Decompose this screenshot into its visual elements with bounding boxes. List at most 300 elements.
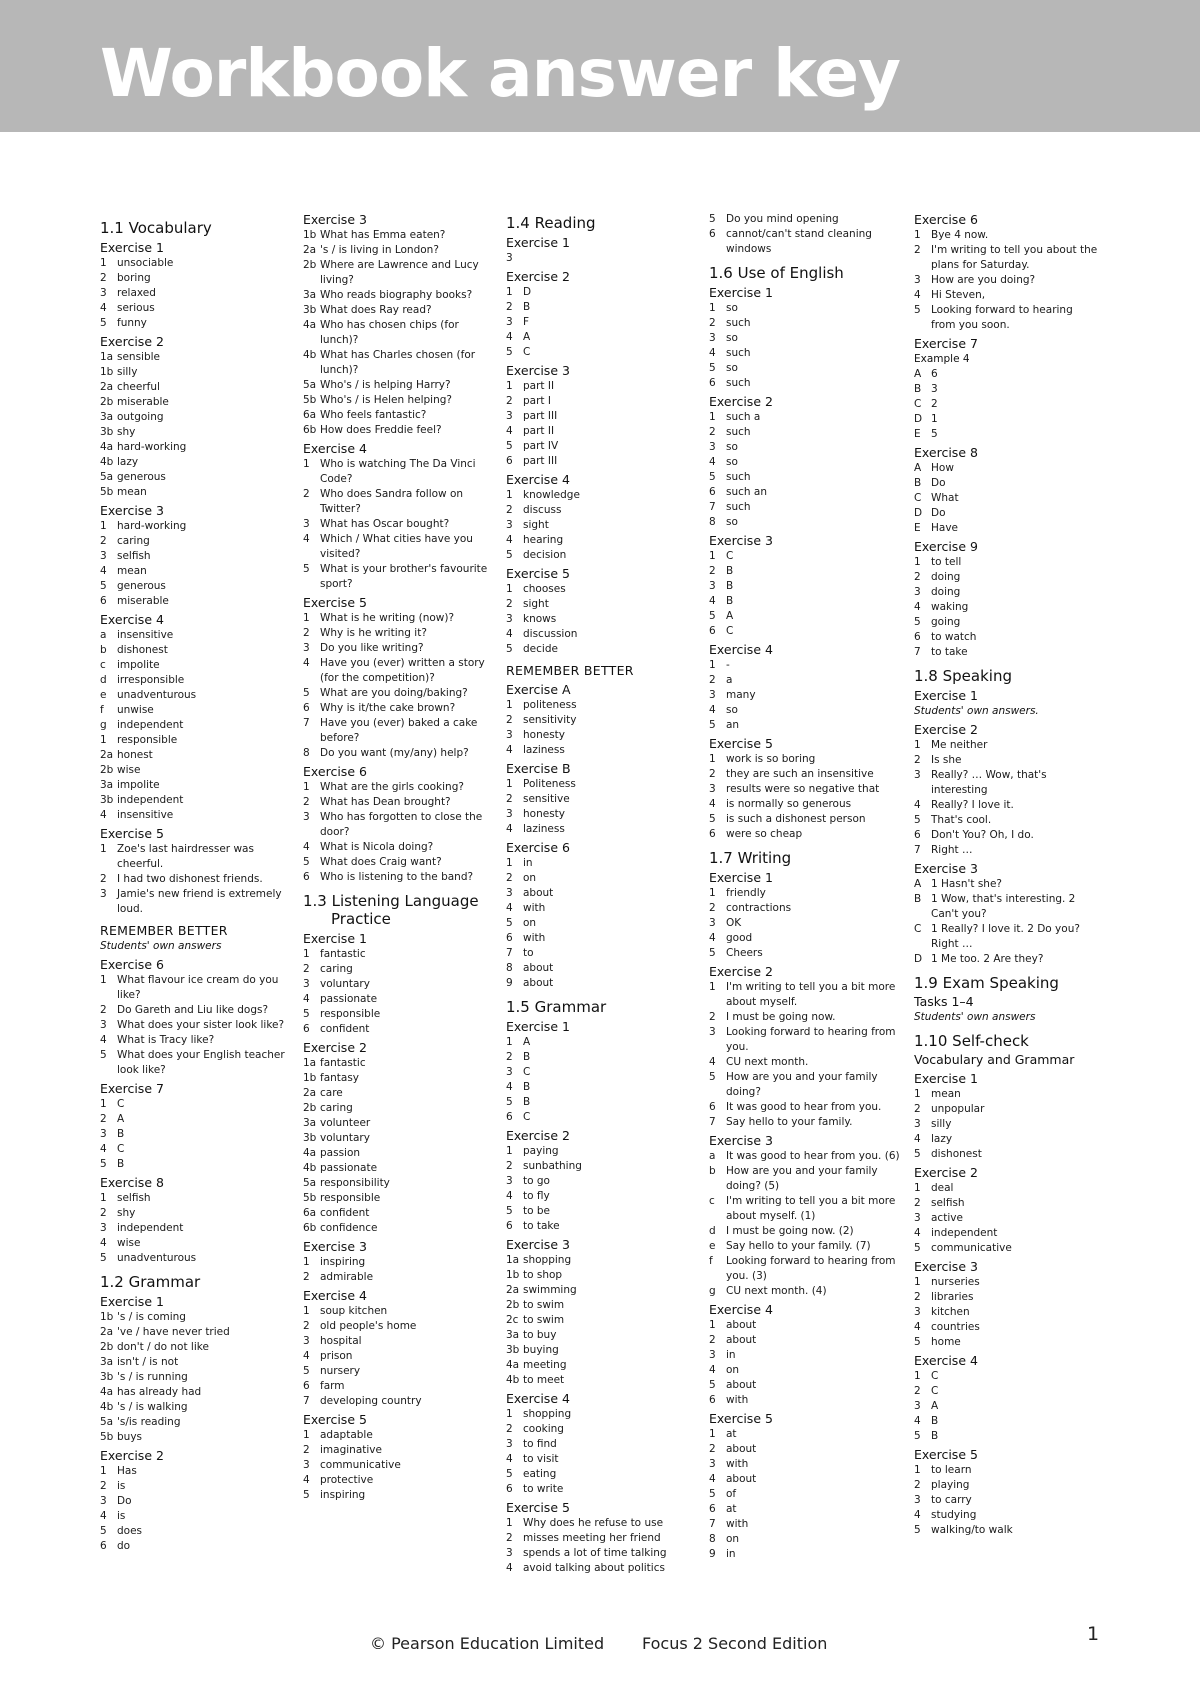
- answer-item: [709, 1472, 905, 1487]
- answer-text: funny: [117, 317, 147, 329]
- answer-number: 2: [506, 395, 513, 407]
- answer-item: [709, 227, 905, 257]
- answer-item: [914, 798, 1100, 813]
- answer-item: [506, 961, 702, 976]
- answer-number: 1: [100, 520, 107, 532]
- answer-text: unadventurous: [117, 689, 197, 701]
- answer-text: What has Emma eaten?: [320, 229, 446, 241]
- answer-number: 8: [709, 1533, 716, 1545]
- answer-number: 1: [709, 887, 716, 899]
- answer-text: communicative: [320, 1459, 401, 1471]
- answer-item: [100, 1221, 296, 1236]
- answer-number: 4: [100, 1143, 107, 1155]
- section-heading-text: 1.2 Grammar: [100, 1273, 201, 1291]
- answer-text: C: [117, 1143, 125, 1155]
- answer-item: [709, 1378, 905, 1393]
- answer-item: [100, 425, 296, 440]
- answer-number: A: [914, 462, 922, 474]
- answer-item: [303, 1334, 499, 1349]
- answer-number: 7: [303, 1395, 310, 1407]
- answer-number: 2: [709, 1334, 716, 1346]
- answer-item: [709, 718, 905, 733]
- answer-number: 1: [303, 458, 310, 470]
- answer-text: Politeness: [523, 778, 576, 790]
- answer-text: on: [523, 917, 537, 929]
- answer-item: [506, 1219, 702, 1234]
- answer-item: [709, 1442, 905, 1457]
- answer-number: 4: [506, 1081, 513, 1093]
- answer-number: 2: [709, 1443, 716, 1455]
- exercise-heading: Exercise 6: [303, 764, 367, 779]
- answer-item: [709, 1149, 905, 1164]
- answer-text: CU next month.: [726, 1056, 809, 1068]
- answer-text: unsociable: [117, 257, 174, 269]
- answer-text: farm: [320, 1380, 345, 1392]
- answer-number: 1: [506, 380, 513, 392]
- answer-text: A: [726, 610, 734, 622]
- answer-item: [506, 533, 702, 548]
- answer-number: 3a: [303, 1117, 317, 1129]
- answer-number: D: [914, 953, 923, 965]
- answer-number: 6: [709, 228, 716, 240]
- answer-number: 1: [303, 1429, 310, 1441]
- answer-item: [914, 506, 1100, 521]
- answer-text: part II: [523, 425, 555, 437]
- answer-text: part IV: [523, 440, 559, 452]
- answer-item: [709, 1239, 905, 1254]
- answer-text: discuss: [523, 504, 562, 516]
- answer-number: 4: [100, 1034, 107, 1046]
- answer-number: 1: [914, 1088, 921, 1100]
- answer-text: dishonest: [117, 644, 168, 656]
- answer-number: 5: [506, 1468, 513, 1480]
- answer-number: 1: [709, 753, 716, 765]
- answer-item: [303, 1221, 499, 1236]
- answer-text: deal: [931, 1182, 954, 1194]
- answer-item: [506, 1050, 702, 1065]
- answer-text: 's / is running: [117, 1371, 188, 1383]
- answer-number: 2: [914, 1103, 921, 1115]
- exercise-heading: Exercise 4: [303, 1288, 367, 1303]
- exercise-heading: Exercise 6: [506, 840, 570, 855]
- answer-number: 1: [303, 948, 310, 960]
- answer-item: [914, 228, 1100, 243]
- answer-number: 1: [506, 1145, 513, 1157]
- answer-text: How does Freddie feel?: [320, 424, 442, 436]
- answer-text: so: [726, 704, 738, 716]
- answer-number: 5: [100, 1525, 107, 1537]
- answer-item: [709, 1100, 905, 1115]
- answer-text: Zoe's last hairdresser was cheerful.: [117, 843, 254, 870]
- answer-number: A: [914, 368, 922, 380]
- answer-item: [100, 628, 296, 643]
- answer-item: [506, 698, 702, 713]
- answer-text: such: [726, 377, 751, 389]
- answer-text: -: [726, 659, 730, 671]
- answer-number: 3: [303, 642, 310, 654]
- section-heading-continuation: Practice: [331, 910, 391, 928]
- answer-text: 6: [931, 368, 938, 380]
- answer-item: [506, 1095, 702, 1110]
- answer-item: [303, 1488, 499, 1503]
- answer-item: [506, 345, 702, 360]
- remember-better-heading: REMEMBER BETTER: [100, 923, 228, 938]
- answer-text: 1 Me too. 2 Are they?: [931, 953, 1044, 965]
- answer-item: [709, 500, 905, 515]
- answer-item: [100, 301, 296, 316]
- section-heading: [100, 219, 296, 237]
- answer-number: 2: [506, 598, 513, 610]
- answer-item: [709, 609, 905, 624]
- answer-text: about: [726, 1443, 757, 1455]
- answer-number: 6: [914, 631, 921, 643]
- answer-text: Don't You? Oh, I do.: [931, 829, 1034, 841]
- answer-text: confident: [320, 1207, 370, 1219]
- answer-number: 2: [506, 1160, 513, 1172]
- answer-number: 8: [506, 962, 513, 974]
- section-heading-text: 1.7 Writing: [709, 849, 792, 867]
- answer-item: [506, 251, 702, 266]
- answer-item: [506, 1343, 702, 1358]
- answer-text: That's cool.: [931, 814, 992, 826]
- answer-text: a: [726, 674, 733, 686]
- answer-text: silly: [931, 1118, 952, 1130]
- answer-item: [914, 1241, 1100, 1256]
- answer-text: Where are Lawrence and Lucy living?: [320, 259, 479, 286]
- answer-item: [100, 1464, 296, 1479]
- answer-item: [709, 425, 905, 440]
- answer-item: [303, 378, 499, 393]
- answer-item: [914, 813, 1100, 828]
- answer-item: [303, 1131, 499, 1146]
- answer-number: a: [100, 629, 107, 641]
- answer-text: What does your English teacher look like?: [117, 1049, 285, 1076]
- answer-number: 5a: [100, 471, 114, 483]
- answer-item: [709, 1318, 905, 1333]
- answer-number: 5: [100, 1252, 107, 1264]
- exercise-heading: Exercise 2: [709, 964, 773, 979]
- answer-item: [506, 856, 702, 871]
- answer-number: 5: [709, 213, 716, 225]
- answer-text: boring: [117, 272, 151, 284]
- exercise-heading: Exercise 3: [709, 1133, 773, 1148]
- answer-number: 1: [914, 739, 921, 751]
- answer-item: [709, 1254, 905, 1284]
- answer-item: [709, 827, 905, 842]
- answer-item: [914, 288, 1100, 303]
- answer-text: politeness: [523, 699, 577, 711]
- answer-text: What does your sister look like?: [117, 1019, 285, 1031]
- answer-number: 9: [709, 1548, 716, 1560]
- answer-item: [506, 1373, 702, 1388]
- answer-text: wise: [117, 764, 141, 776]
- answer-text: results were so negative that: [726, 783, 880, 795]
- answer-text: B: [726, 595, 734, 607]
- answer-number: 2b: [100, 1341, 114, 1353]
- answer-item: [709, 410, 905, 425]
- answer-number: 4: [303, 657, 310, 669]
- answer-item: [303, 656, 499, 686]
- answer-item: [709, 485, 905, 500]
- answer-item: [100, 256, 296, 271]
- answer-text: eating: [523, 1468, 557, 1480]
- answer-text: miserable: [117, 396, 169, 408]
- section-heading-text: 1.6 Use of English: [709, 264, 844, 282]
- answer-item: [506, 642, 702, 657]
- answer-number: 3: [506, 1175, 513, 1187]
- answer-item: [506, 1516, 702, 1531]
- answer-number: 3: [303, 1459, 310, 1471]
- answer-item: [506, 1531, 702, 1546]
- exercise-heading: Exercise 2: [506, 1128, 570, 1143]
- answer-text: hard-working: [117, 441, 187, 453]
- answer-text: selfish: [931, 1197, 965, 1209]
- answer-item: [709, 376, 905, 391]
- answer-item: [303, 318, 499, 348]
- answer-item: [914, 243, 1100, 273]
- answer-item: [100, 410, 296, 425]
- answer-item: [914, 1087, 1100, 1102]
- answer-item: [506, 424, 702, 439]
- answer-text: to: [523, 947, 534, 959]
- answer-note: Students' own answers: [100, 940, 222, 952]
- answer-item: [506, 792, 702, 807]
- answer-number: 2: [506, 1532, 513, 1544]
- answer-text: kitchen: [931, 1306, 970, 1318]
- answer-number: 2a: [100, 749, 114, 761]
- answer-number: 5: [709, 719, 716, 731]
- answer-number: 2: [506, 714, 513, 726]
- answer-item: [100, 1430, 296, 1445]
- exercise-heading: Exercise 3: [914, 861, 978, 876]
- answer-number: 4: [100, 1510, 107, 1522]
- answer-number: 2c: [506, 1314, 519, 1326]
- answer-text: fantastic: [320, 948, 366, 960]
- answer-item: [100, 440, 296, 455]
- answer-text: inspiring: [320, 1256, 366, 1268]
- answer-number: 1: [506, 1408, 513, 1420]
- page-number: 1: [1087, 1623, 1100, 1645]
- answer-text: I must be going now. (2): [726, 1225, 854, 1237]
- answer-number: f: [709, 1255, 713, 1267]
- answer-text: B: [931, 1415, 939, 1427]
- answer-item: [709, 316, 905, 331]
- column-4: [709, 212, 905, 1562]
- answer-number: 4a: [506, 1359, 520, 1371]
- answer-item: [709, 1427, 905, 1442]
- answer-text: so: [726, 362, 738, 374]
- answer-number: 2: [709, 1011, 716, 1023]
- answer-item: [709, 812, 905, 827]
- answer-text: care: [320, 1087, 343, 1099]
- section-heading-text: 1.5 Grammar: [506, 998, 607, 1016]
- answer-item: [709, 361, 905, 376]
- answer-text: Who does Sandra follow on Twitter?: [320, 488, 464, 515]
- answer-item: [100, 1479, 296, 1494]
- answer-text: contractions: [726, 902, 792, 914]
- answer-item: [709, 703, 905, 718]
- answer-number: 4a: [303, 319, 317, 331]
- answer-item: [709, 946, 905, 961]
- exercise-heading: Exercise 7: [100, 1081, 164, 1096]
- answer-item: [709, 1457, 905, 1472]
- answer-item: [709, 931, 905, 946]
- exercise-heading: Exercise 2: [709, 394, 773, 409]
- exercise-heading: Exercise 3: [100, 503, 164, 518]
- answer-number: 3: [506, 316, 513, 328]
- answer-text: outgoing: [117, 411, 164, 423]
- answer-text: such: [726, 501, 751, 513]
- answer-text: does: [117, 1525, 143, 1537]
- answer-text: buys: [117, 1431, 143, 1443]
- answer-item: [303, 870, 499, 885]
- answer-text: with: [726, 1518, 749, 1530]
- exercise-heading: Exercise 4: [303, 441, 367, 456]
- answer-item: [303, 258, 499, 288]
- answer-number: 4b: [506, 1374, 520, 1386]
- answer-item: [303, 393, 499, 408]
- answer-text: Which / What cities have you visited?: [320, 533, 473, 560]
- answer-item: [914, 461, 1100, 476]
- answer-text: independent: [117, 794, 184, 806]
- exercise-heading: Exercise 4: [709, 1302, 773, 1317]
- section-heading: [506, 214, 702, 232]
- answer-text: so: [726, 516, 738, 528]
- answer-number: 2b: [100, 396, 114, 408]
- answer-item: [100, 350, 296, 365]
- answer-number: 1: [100, 734, 107, 746]
- answer-number: 4: [506, 902, 513, 914]
- answer-text: shopping: [523, 1254, 572, 1266]
- answer-text: countries: [931, 1321, 980, 1333]
- answer-item: [506, 1298, 702, 1313]
- answer-text: OK: [726, 917, 742, 929]
- answer-number: 2: [914, 1291, 921, 1303]
- column-1: [100, 212, 296, 1554]
- answer-item: [100, 1127, 296, 1142]
- answer-text: C: [117, 1098, 125, 1110]
- answer-text: C: [523, 1066, 531, 1078]
- answer-text: many: [726, 689, 756, 701]
- answer-text: on: [523, 872, 537, 884]
- answer-text: honest: [117, 749, 153, 761]
- answer-number: 5: [506, 549, 513, 561]
- answer-item: [100, 1018, 296, 1033]
- answer-item: [914, 1429, 1100, 1444]
- answer-item: [506, 503, 702, 518]
- exercise-heading: Exercise 6: [914, 212, 978, 227]
- answer-number: 3: [709, 1458, 716, 1470]
- answer-item: [303, 746, 499, 761]
- answer-number: 1: [100, 257, 107, 269]
- exercise-heading: Exercise 4: [914, 1353, 978, 1368]
- answer-number: B: [914, 477, 922, 489]
- exercise-heading: Exercise 4: [506, 472, 570, 487]
- answer-number: 6: [709, 625, 716, 637]
- answer-number: 1: [506, 778, 513, 790]
- answer-text: to carry: [931, 1494, 972, 1506]
- answer-text: to write: [523, 1483, 564, 1495]
- answer-number: 5: [709, 362, 716, 374]
- answer-number: 5: [303, 1489, 310, 1501]
- answer-text: adaptable: [320, 1429, 373, 1441]
- answer-text: voluntary: [320, 1132, 370, 1144]
- answer-item: [303, 810, 499, 840]
- answer-item: [100, 808, 296, 823]
- answer-number: 2b: [100, 764, 114, 776]
- answer-item: [100, 643, 296, 658]
- answer-number: 1a: [100, 351, 114, 363]
- answer-number: 1a: [506, 1254, 520, 1266]
- section-heading: [506, 998, 702, 1016]
- answer-text: It was good to hear from you. (6): [726, 1150, 900, 1162]
- answer-number: 1: [100, 1192, 107, 1204]
- answer-item: [506, 1174, 702, 1189]
- answer-text: I had two dishonest friends.: [117, 873, 263, 885]
- answer-text: How are you and your family doing?: [726, 1071, 878, 1098]
- answer-item: [914, 645, 1100, 660]
- answer-text: so: [726, 302, 738, 314]
- answer-item: [914, 1305, 1100, 1320]
- subheading: Vocabulary and Grammar: [914, 1052, 1075, 1067]
- answer-text: Really? I love it.: [931, 799, 1014, 811]
- answer-item: [303, 1319, 499, 1334]
- answer-text: I'm writing to tell you a bit more about myself.: [726, 981, 896, 1008]
- answer-number: 2: [506, 872, 513, 884]
- answer-number: f: [100, 704, 104, 716]
- answer-item: [303, 1364, 499, 1379]
- answer-item: [709, 752, 905, 767]
- answer-number: 2: [506, 793, 513, 805]
- answer-item: [100, 733, 296, 748]
- answer-item: [506, 1437, 702, 1452]
- answer-text: B: [523, 301, 531, 313]
- answer-item: [506, 627, 702, 642]
- answer-text: walking/to walk: [931, 1524, 1013, 1536]
- answer-text: What is your brother's favourite sport?: [320, 563, 488, 590]
- answer-number: 3: [506, 808, 513, 820]
- answer-text: don't / do not like: [117, 1341, 209, 1353]
- answer-text: I'm writing to tell you a bit more about myself. (1): [726, 1195, 896, 1222]
- answer-number: 1a: [303, 1057, 317, 1069]
- answer-text: prison: [320, 1350, 353, 1362]
- answer-number: 7: [709, 1116, 716, 1128]
- exercise-heading: Exercise 5: [506, 566, 570, 581]
- answer-text: Really? … Wow, that's interesting: [931, 769, 1047, 796]
- answer-number: 6: [709, 486, 716, 498]
- answer-item: [303, 686, 499, 701]
- answer-number: 4: [709, 1056, 716, 1068]
- answer-number: 2: [100, 1004, 107, 1016]
- answer-text: chooses: [523, 583, 566, 595]
- exercise-heading: Exercise 7: [914, 336, 978, 351]
- answer-number: 3: [506, 519, 513, 531]
- answer-number: 3: [709, 580, 716, 592]
- answer-item: [506, 1358, 702, 1373]
- answer-number: 4: [914, 601, 921, 613]
- answer-number: 4: [914, 1509, 921, 1521]
- answer-text: dishonest: [931, 1148, 982, 1160]
- answer-item: [506, 409, 702, 424]
- answer-text: in: [726, 1548, 736, 1560]
- answer-text: Have you (ever) written a story (for the competition)?: [320, 657, 485, 684]
- answer-number: 3a: [100, 1356, 114, 1368]
- answer-text: to meet: [523, 1374, 565, 1386]
- answer-text: Say hello to your family.: [726, 1116, 853, 1128]
- answer-item: [303, 1007, 499, 1022]
- answer-number: 5: [709, 610, 716, 622]
- answer-number: 1b: [506, 1269, 520, 1281]
